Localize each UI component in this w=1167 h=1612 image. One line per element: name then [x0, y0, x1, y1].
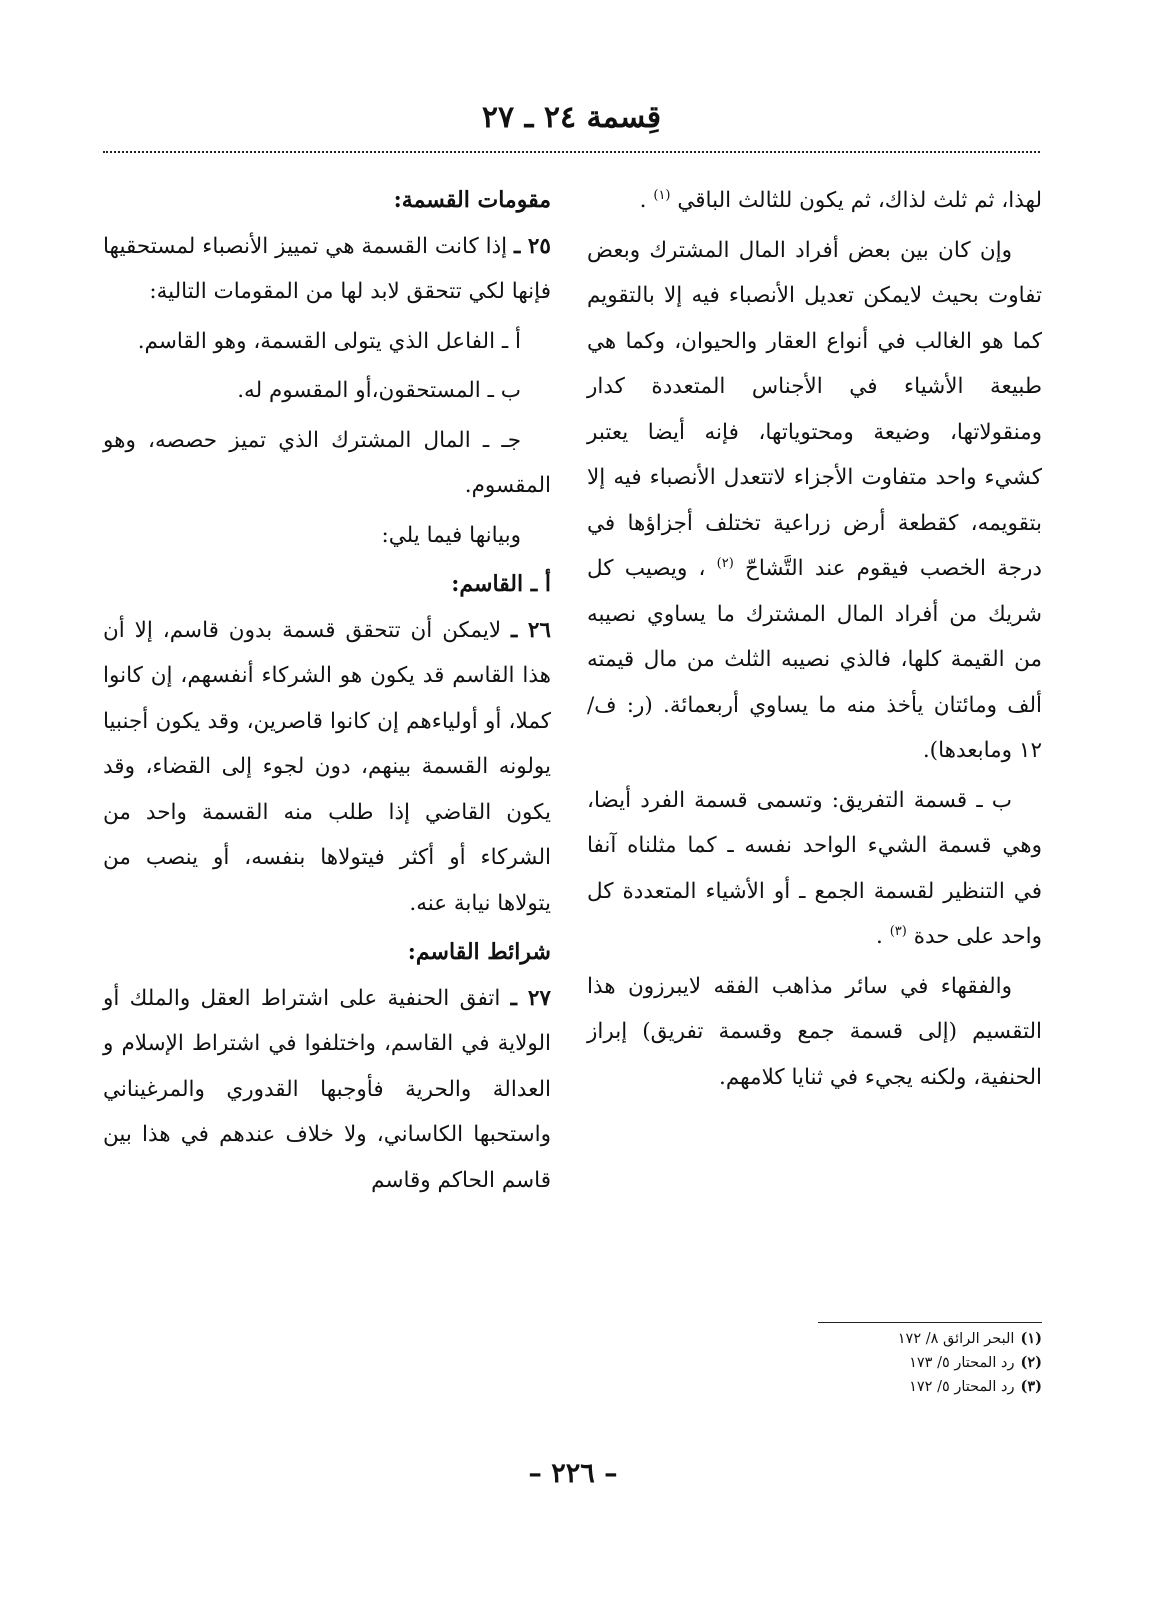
- footnote-ref[interactable]: (٣): [889, 923, 907, 939]
- paragraph: والفقهاء في سائر مذاهب الفقه لايبرزون هذا التقسيم (إلى قسمة جمع وقسمة تفريق) إبراز الحنفية، ولكنه يجيء في ثنايا كلامهم.: [587, 973, 1042, 1090]
- footnote-ref[interactable]: (٢): [716, 555, 734, 571]
- footnote: (٢)رد المحتار ٥/ ١٧٣: [909, 1354, 1042, 1371]
- section-number: ٢٦ ـ: [511, 617, 551, 643]
- page-header-title: قِسمة ٢٤ ـ ٢٧: [481, 100, 662, 135]
- footnote-ref[interactable]: (١): [653, 187, 671, 203]
- paragraph: لهذا، ثم ثلث لذاك، ثم يكون للثالث الباقي $^{(١)}$ .: [639, 187, 1042, 213]
- paragraph: ٢٦ ـ لايمكن أن تتحقق قسمة بدون قاسم، إلا أن هذا القاسم قد يكون هو الشركاء أنفسهم، إن كانوا كملا، أو أولياءهم إن كانوا قاصرين، وقد يكون أجنبيا يولونه القسمة بينهم، دون لجوء إلى القضاء، وقد يكون القاضي إذا طلب منه القسمة واحد من الشركاء أو أكثر فيتولاها بنفسه، أو ينصب من يتولاها نيابة عنه.: [103, 617, 551, 916]
- section-number: ٢٧ ـ: [510, 985, 551, 1011]
- footnote-rule: [818, 1322, 1042, 1323]
- paragraph: ٢٧ ـ اتفق الحنفية على اشتراط العقل والملك أو الولاية في القاسم، واختلفوا في اشتراط الإسلام و العدالة والحرية فأوجبها القدوري والمرغيناني واستحبها الكاساني، ولا خلاف عندهم في هذا بين قاسم الحاكم وقاسم: [103, 985, 551, 1193]
- section-heading: مقومات القسمة:: [393, 187, 551, 213]
- paragraph: ب ـ قسمة التفريق: وتسمى قسمة الفرد أيضا، وهي قسمة الشيء الواحد نفسه ـ كما مثلناه آنفا في التنظير لقسمة الجمع ـ أو الأشياء المتعددة كل واحد على حدة $^{(٣)}$ .: [587, 787, 1042, 949]
- right-column: [587, 178, 1042, 1104]
- section-number: ٢٥ ـ: [514, 233, 551, 259]
- paragraph: ٢٥ ـ إذا كانت القسمة هي تمييز الأنصباء لمستحقيها فإنها لكي تتحقق لابد لها من المقومات التالية:: [103, 233, 551, 304]
- footnotes: [700, 1327, 1042, 1399]
- list-item: ب ـ المستحقون،أو المقسوم له.: [237, 378, 521, 403]
- footnote: (١)البحر الرائق ٨/ ١٧٢: [897, 1330, 1042, 1347]
- list-item: أ ـ الفاعل الذي يتولى القسمة، وهو القاسم.: [137, 328, 521, 354]
- footnote: (٣)رد المحتار ٥/ ١٧٢: [909, 1378, 1042, 1395]
- paragraph: وبيانها فيما يلي:: [381, 522, 521, 548]
- paragraph: وإن كان بين بعض أفراد المال المشترك وبعض تفاوت بحيث لايمكن تعديل الأنصباء فيه إلا بالتقويم كما هو الغالب في أنواع العقار والحيوان، وكما هي طبيعة الأشياء في الأجناس المتعددة كدار ومنقولاتها، وضيعة ومحتوياتها، فإنه أيضا يعتبر كشيء واحد متفاوت الأجزاء لاتتعدل الأنصباء فيه إلا بتقويمه، كقطعة أرض زراعية تختلف أجزاؤها في درجة الخصب فيقوم عند التَّشاحّ $^{(٢)}$ ، ويصيب كل شريك من أفراد المال المشترك ما يساوي نصيبه من القيمة كلها، فالذي نصيبه الثلث من مال قيمته ألف ومائتان يأخذ منه ما يساوي أربعمائة. (ر: ف/ ١٢ ومابعدها).: [587, 237, 1042, 763]
- page-number: – ٢٢٦ –: [528, 1458, 618, 1489]
- header-dotted-rule: [103, 151, 1040, 153]
- left-column: [103, 178, 551, 1207]
- list-item: جـ ـ المال المشترك الذي تميز حصصه، وهو المقسوم.: [103, 427, 551, 498]
- section-heading: شرائط القاسم:: [407, 939, 551, 965]
- section-heading: أ ـ القاسم:: [451, 571, 551, 597]
